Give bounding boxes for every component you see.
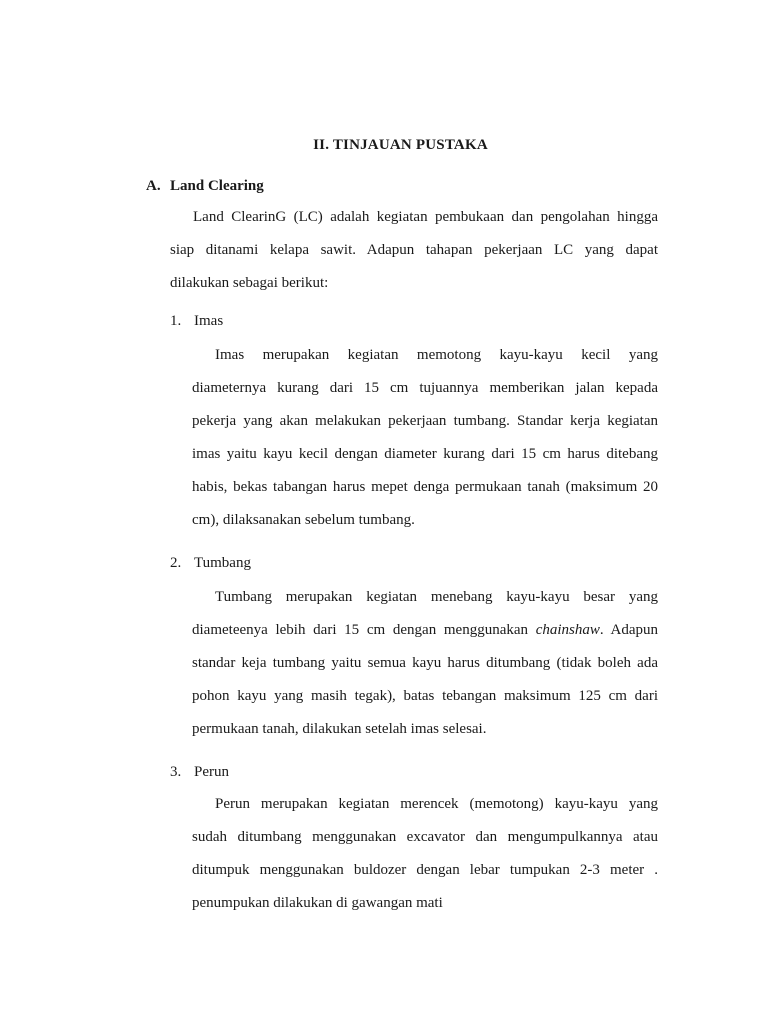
paragraph-line: habis, bekas tabangan harus mepet denga permukaan tanah (maksimum 20 (192, 479, 658, 495)
list-item-heading-tumbang (170, 555, 251, 572)
paragraph-line: ditumpuk menggunakan buldozer dengan lebar tumpukan 2-3 meter . (192, 862, 658, 878)
section-number: A. (146, 178, 161, 194)
chapter-title: II. TINJAUAN PUSTAKA (313, 137, 488, 153)
paragraph-text: . Adapun (599, 622, 659, 638)
tumbang-paragraph (192, 581, 658, 746)
list-item-number: 2. (170, 555, 182, 571)
list-item-number: 3. (170, 764, 182, 780)
section-title: Land Clearing (170, 178, 264, 194)
paragraph-line (192, 614, 658, 647)
list-item-heading-perun (170, 764, 229, 781)
paragraph-line: permukaan tanah, dilakukan setelah imas selesai. (192, 721, 487, 737)
paragraph-line: sudah ditumbang menggunakan excavator dan mengumpulkannya atau (192, 829, 658, 845)
intro-line: siap ditanami kelapa sawit. Adapun tahapan pekerjaan LC yang dapat (170, 242, 658, 258)
paragraph-line: standar keja tumbang yaitu semua kayu harus ditumbang (tidak boleh ada (192, 655, 658, 671)
italic-term: chainshaw (535, 622, 600, 638)
paragraph-text: diameteenya lebih dari 15 cm dengan menggunakan (192, 622, 529, 638)
paragraph-line: Imas merupakan kegiatan memotong kayu-kayu kecil yang (215, 347, 658, 363)
list-item-title: Tumbang (194, 555, 251, 571)
paragraph-line: Tumbang merupakan kegiatan menebang kayu-kayu besar yang (215, 589, 658, 605)
perun-paragraph (192, 788, 658, 920)
list-item-title: Perun (194, 764, 229, 780)
intro-line: dilakukan sebagai berikut: (170, 275, 329, 291)
list-item-number: 1. (170, 313, 182, 329)
paragraph-line: pohon kayu yang masih tegak), batas tebangan maksimum 125 cm dari (192, 688, 658, 704)
intro-line: Land ClearinG (LC) adalah kegiatan pembukaan dan pengolahan hingga (193, 209, 658, 225)
paragraph-line: Perun merupakan kegiatan merencek (memotong) kayu-kayu yang (215, 796, 658, 812)
paragraph-line: penumpukan dilakukan di gawangan mati (192, 895, 443, 911)
intro-paragraph (170, 201, 658, 300)
list-item-heading-imas (170, 313, 223, 330)
section-heading (146, 178, 264, 195)
list-item-title: Imas (194, 313, 224, 329)
paragraph-line: imas yaitu kayu kecil dengan diameter kurang dari 15 cm harus ditebang (192, 446, 658, 462)
paragraph-line: diameternya kurang dari 15 cm tujuannya memberikan jalan kepada (192, 380, 658, 396)
paragraph-line: pekerja yang akan melakukan pekerjaan tumbang. Standar kerja kegiatan (192, 413, 658, 429)
paragraph-line: cm), dilaksanakan sebelum tumbang. (192, 512, 415, 528)
imas-paragraph (192, 339, 658, 537)
